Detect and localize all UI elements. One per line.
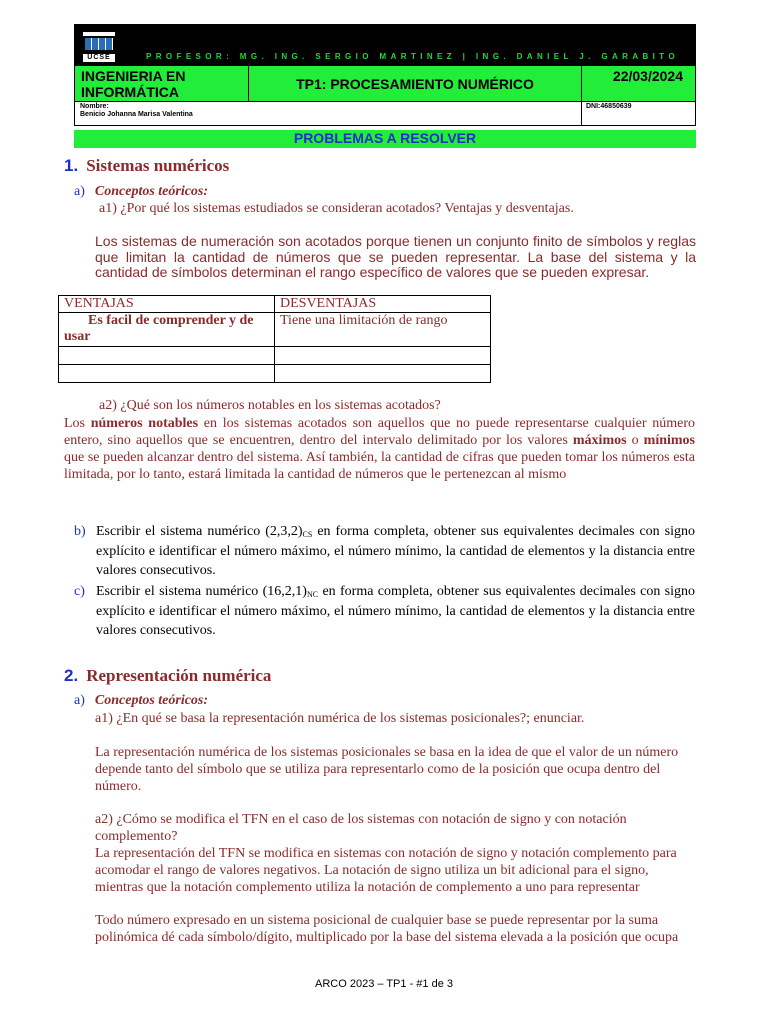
career-name: INGENIERIA EN INFORMÁTICA — [75, 66, 249, 101]
professor-line: PROFESOR: MG. ING. SERGIO MARTINEZ | ING. DANIEL J. GARABITO — [146, 52, 680, 61]
section2-a1-answer: La representación numérica de los sistemas posicionales se basa en la idea de que el valor de un número depende tanto del símbolo que se utiliza para representarlo como de la posición que ocupa dentro del número. — [95, 745, 679, 794]
table-header-cell: DESVENTAJAS — [275, 296, 491, 313]
section1-a-heading — [74, 184, 208, 200]
student-dni: DNI:46850639 — [586, 103, 632, 110]
section2-a1-question: a1) ¿En qué se basa la representación numérica de los sistemas posicionales?; enunciar. — [95, 711, 585, 726]
table-row — [59, 313, 491, 347]
section1-item-b — [74, 522, 696, 580]
header-title-row — [74, 66, 696, 102]
header-top-bar — [74, 24, 696, 66]
item-b-text: en forma completa, obtener sus equivalentes decimales con signo explícito e identificar el número máximo, el número mínimo, la cantidad de elementos y la distancia entre valores consecutivos. — [96, 524, 696, 578]
item-b-text: Escribir el sistema numérico (2,3,2) — [96, 524, 303, 539]
section1-a1-question: a1) ¿Por qué los sistemas estudiados se consideran acotados? Ventajas y desventajas. — [99, 201, 574, 216]
section1-heading — [64, 156, 229, 176]
name-label: Nombre: — [80, 103, 109, 110]
student-name: Benicio Johanna Marisa Valentina — [80, 111, 193, 118]
answer-emphasis: mínimos — [643, 433, 696, 448]
logo-text: UCSE — [83, 54, 115, 62]
section2-number: 2. — [64, 666, 79, 685]
section2-a-title: Conceptos teóricos: — [94, 693, 209, 708]
table-header-row — [59, 296, 491, 313]
header-date: 22/03/2024 — [612, 68, 683, 84]
section1-number: 1. — [64, 156, 79, 175]
table-cell — [275, 365, 491, 383]
table-cell — [59, 347, 275, 365]
item-c-text: Escribir el sistema numérico (16,2,1) — [96, 584, 307, 599]
advantages-table — [58, 295, 491, 383]
page-footer: ARCO 2023 – TP1 - #1 de 3 — [315, 978, 453, 990]
section2-a2-answer-extra: Todo número expresado en un sistema posicional de cualquier base se puede representar por la suma polinómica dé cada símbolo/dígito, multiplicado por la base del sistema elevada a la posición que ocupa — [95, 913, 679, 945]
table-header-cell: VENTAJAS — [59, 296, 275, 313]
answer-text: Los — [64, 416, 91, 431]
section2-a-heading — [74, 693, 208, 709]
section2-a2-question: a2) ¿Cómo se modifica el TFN en el caso de los sistemas con notación de signo y con notación complemento? — [95, 812, 627, 844]
answer-text: o — [626, 433, 644, 448]
item-label-a: a) — [74, 693, 85, 708]
section1-a2-question: a2) ¿Qué son los números notables en los sistemas acotados? — [99, 398, 441, 413]
answer-text: en los sistemas acotados son aquellos que no puede representarse cualquier número entero, sino aquellos que se encuentren, dentro del intervalo delimitado por los valores — [64, 416, 695, 448]
problems-banner: PROBLEMAS A RESOLVER — [74, 130, 696, 148]
section1-item-c — [74, 582, 696, 640]
item-label-c: c) — [74, 584, 85, 599]
item-c-text: en forma completa, obtener sus equivalentes decimales con signo explícito e identificar el número máximo, el número mínimo, la cantidad de elementos y la distancia entre valores consecutivos. — [96, 584, 696, 638]
table-row — [59, 347, 491, 365]
section2-heading — [64, 666, 271, 686]
answer-emphasis: máximos — [572, 433, 627, 448]
ucse-logo — [83, 32, 115, 62]
item-c-subscript: NC — [306, 590, 319, 599]
student-name-cell — [75, 102, 582, 125]
answer-emphasis: números notables — [90, 416, 199, 431]
table-cell — [59, 365, 275, 383]
table-cell: Es facil de comprender y de usar — [59, 313, 275, 347]
table-cell: Tiene una limitación de rango — [275, 313, 491, 347]
section2-a2-answer: La representación del TFN se modifica en sistemas con notación de signo y notación complemento para acomodar el rango de valores negativos. La notación de signo utiliza un bit adicional para el signo, mientras que la notación complemento utiliza la notación de complemento a uno para representar — [95, 846, 677, 895]
section1-a-title: Conceptos teóricos: — [94, 184, 209, 199]
section1-a2-answer — [64, 415, 695, 483]
table-row — [59, 365, 491, 383]
student-row — [74, 102, 696, 126]
table-cell — [275, 347, 491, 365]
section1-title: Sistemas numéricos — [86, 156, 230, 175]
item-label-a: a) — [74, 184, 85, 199]
item-label-b: b) — [74, 524, 86, 539]
item-b-subscript: CS — [302, 530, 313, 539]
answer-text: que se pueden alcanzar dentro del sistema. Así también, la cantidad de cifras que pueden tomar los números esta limitada, por lo tanto, estará limitada la cantidad de números que le pertenezcan al mismo — [64, 450, 695, 482]
section2-title: Representación numérica — [86, 666, 272, 685]
section1-a1-answer: Los sistemas de numeración son acotados porque tienen un conjunto finito de símbolos y reglas que limitan la cantidad de números que se pueden representar. La base del sistema y la cantidad de símbolos determinan el rango específico de valores que se pueden expresar. — [95, 233, 696, 280]
tp-title: TP1: PROCESAMIENTO NUMÉRICO — [249, 66, 582, 101]
header-block — [74, 24, 696, 148]
